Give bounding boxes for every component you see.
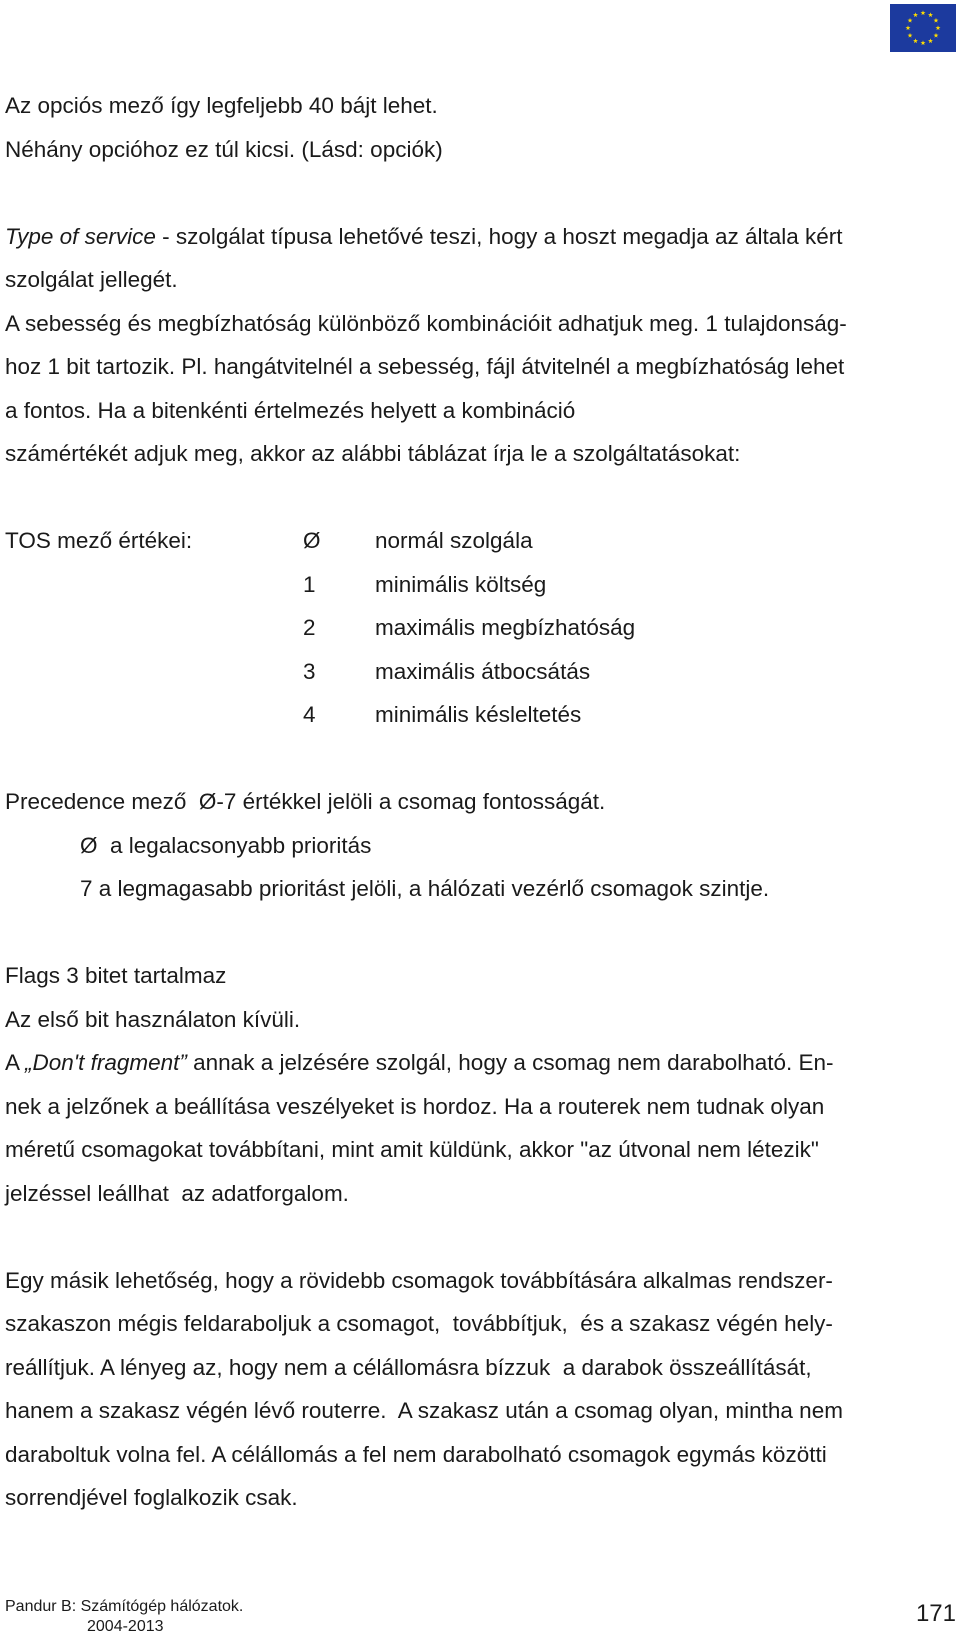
eu-flag-icon — [890, 4, 956, 52]
tos-table-label: TOS mező értékei: — [5, 528, 193, 553]
tos-desc: normál szolgála — [375, 528, 533, 553]
tos-body-line-3: a fontos. Ha a bitenkénti értelmezés helyett a kombináció — [5, 397, 576, 423]
flags-line-3-prefix: A — [5, 1050, 26, 1075]
fragment-line-6: sorrendjével foglalkozik csak. — [5, 1485, 298, 1510]
tos-desc: maximális megbízhatóság — [375, 615, 636, 640]
flags-line-5: méretű csomagokat továbbítani, mint amit küldünk, akkor "az útvonal nem létezik" — [5, 1137, 819, 1162]
tos-desc: minimális késleltetés — [375, 702, 582, 727]
tos-body-line-1: A sebesség és megbízhatóság különböző kombinációit adhatjuk meg. 1 tulajdonság- — [5, 310, 847, 336]
options-line-2: Néhány opcióhoz ez túl kicsi. (Lásd: opciók) — [5, 136, 443, 162]
tos-code: 4 — [303, 702, 316, 727]
footer-author-text: Pandur B: Számítógép hálózatok. — [5, 1598, 244, 1615]
flags-line-3-suffix: annak a jelzésére szolgál, hogy a csomag nem darabolható. En- — [186, 1050, 834, 1075]
tos-intro-line-2: szolgálat jellegét. — [5, 267, 178, 292]
tos-desc: minimális költség — [375, 571, 547, 597]
page-number: 171 — [915, 1600, 956, 1627]
tos-row — [5, 693, 945, 737]
options-line-1: Az opciós mező így legfeljebb 40 bájt lehet. — [5, 93, 438, 118]
tos-row — [5, 519, 945, 563]
flags-line-2: Az első bit használaton kívüli. — [5, 1006, 301, 1032]
tos-row — [5, 563, 945, 607]
dont-fragment-term: „Don't fragment” — [25, 1050, 187, 1075]
tos-desc: maximális átbocsátás — [375, 658, 591, 684]
footer-author — [5, 1597, 243, 1637]
fragment-line-3: reállítjuk. A lényeg az, hogy nem a célállomásra bízzuk a darabok összeállítását, — [5, 1354, 812, 1380]
tos-intro-rest: - szolgálat típusa lehetővé teszi, hogy a hoszt megadja az általa kért — [155, 223, 843, 249]
fragment-line-4: hanem a szakasz végén lévő routerre. A szakasz után a csomag olyan, mintha nem — [5, 1398, 843, 1423]
flags-line-1: Flags 3 bitet tartalmaz — [5, 963, 227, 988]
tos-code: 1 — [303, 571, 316, 597]
tos-code: Ø — [303, 528, 321, 553]
tos-row — [5, 650, 945, 694]
flags-line-6: jelzéssel leállhat az adatforgalom. — [5, 1180, 349, 1206]
tos-body-line-4: számértékét adjuk meg, akkor az alábbi táblázat írja le a szolgáltatásokat: — [5, 441, 741, 466]
footer-years: 2004-2013 — [87, 1618, 164, 1635]
tos-title: Type of service — [5, 223, 156, 249]
tos-code: 2 — [303, 615, 316, 640]
tos-table — [5, 519, 945, 737]
page-content — [5, 84, 945, 1520]
tos-row — [5, 606, 945, 650]
precedence-line-3: 7 a legmagasabb prioritást jelöli, a hálózati vezérlő csomagok szintje. — [80, 876, 770, 901]
fragment-line-5: daraboltuk volna fel. A célállomás a fel nem darabolható csomagok egymás közötti — [5, 1441, 827, 1467]
flags-line-3 — [5, 1041, 945, 1085]
flags-line-4: nek a jelzőnek a beállítása veszélyeket is hordoz. Ha a routerek nem tudnak olyan — [5, 1093, 825, 1119]
precedence-line-1: Precedence mező Ø-7 értékkel jelöli a csomag fontosságát. — [5, 789, 606, 814]
tos-body-line-2: hoz 1 bit tartozik. Pl. hangátvitelnél a sebesség, fájl átvitelnél a megbízhatóság lehet — [5, 354, 845, 379]
fragment-line-1: Egy másik lehetőség, hogy a rövidebb csomagok továbbítására alkalmas rendszer- — [5, 1267, 833, 1293]
tos-code: 3 — [303, 658, 316, 684]
precedence-line-2: Ø a legalacsonyabb prioritás — [80, 832, 372, 858]
fragment-line-2: szakaszon mégis feldaraboljuk a csomagot, továbbítjuk, és a szakasz végén hely- — [5, 1311, 833, 1336]
tos-intro-line-1 — [5, 215, 945, 259]
